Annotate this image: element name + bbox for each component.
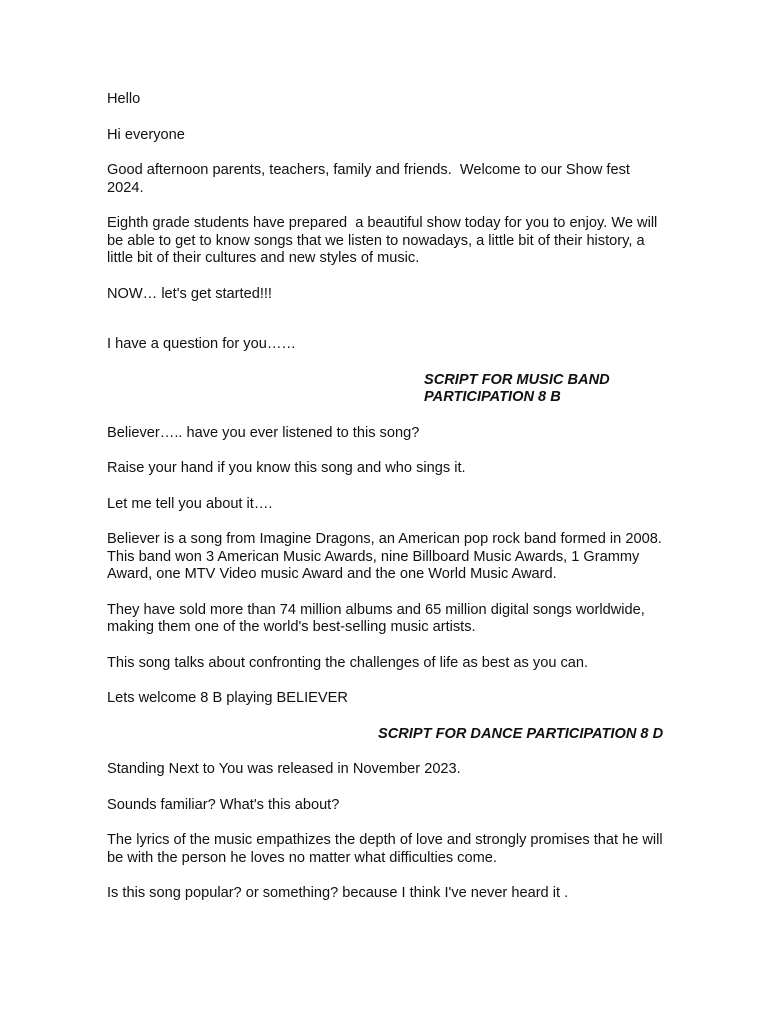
lets-get-started-line: NOW… let's get started!!! <box>107 285 272 302</box>
music-paragraph: Believer….. have you ever listened to this song? <box>107 424 420 441</box>
document-body <box>107 91 667 921</box>
greeting-hello: Hello <box>107 91 141 107</box>
question-line: I have a question for you…… <box>107 336 297 352</box>
music-band-section-heading: SCRIPT FOR MUSIC BAND PARTICIPATION 8 B <box>424 371 610 405</box>
show-description-paragraph: Eighth grade students have prepared a beautiful show today for you to enjoy. We will be able to get to know songs that we listen to nowadays, a little bit of their history, a little bit of their cultures and new styles of music. <box>107 215 662 266</box>
dance-paragraph: Standing Next to You was released in November 2023. <box>107 761 461 777</box>
dance-paragraph: The lyrics of the music empathizes the depth of love and strongly promises that he will be with the person he loves no matter what difficulties come. <box>107 832 667 866</box>
music-paragraph: This song talks about confronting the challenges of life as best as you can. <box>107 654 589 671</box>
music-paragraph: Lets welcome 8 B playing BELIEVER <box>107 690 348 706</box>
welcome-paragraph: Good afternoon parents, teachers, family and friends. Welcome to our Show fest 2024. <box>107 162 635 196</box>
music-paragraph: Believer is a song from Imagine Dragons, an American pop rock band formed in 2008. This band won 3 American Music Awards, nine Billboard Music Awards, 1 Grammy Award, one MTV Video music Award and the one World Music Award. <box>107 531 666 582</box>
music-paragraph: They have sold more than 74 million albums and 65 million digital songs worldwide, making them one of the world's best-selling music artists. <box>107 601 649 635</box>
music-paragraph: Let me tell you about it…. <box>107 495 273 512</box>
greeting-hi-everyone: Hi everyone <box>107 126 185 143</box>
dance-paragraph: Is this song popular? or something? because I think I've never heard it . <box>107 885 569 901</box>
dance-paragraph: Sounds familiar? What's this about? <box>107 796 340 813</box>
dance-section-heading: SCRIPT FOR DANCE PARTICIPATION 8 D <box>378 725 664 742</box>
music-paragraph: Raise your hand if you know this song and who sings it. <box>107 460 466 476</box>
